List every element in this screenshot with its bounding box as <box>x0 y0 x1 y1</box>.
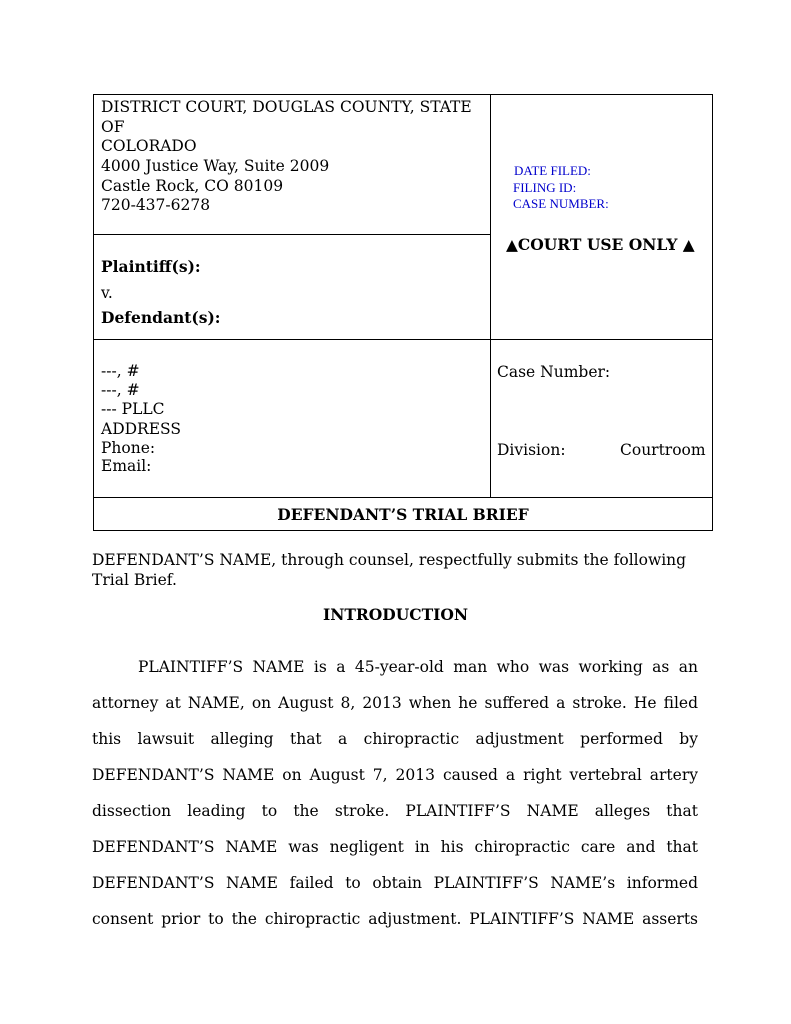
introduction-line: this lawsuit alleging that a chiropractic adjustment performed by <box>92 730 698 748</box>
defendant-label: Defendant(s): <box>101 308 221 327</box>
court-address: 4000 Justice Way, Suite 2009 <box>101 157 330 175</box>
caption-table <box>93 94 713 531</box>
court-name-line1: DISTRICT COURT, DOUGLAS COUNTY, STATE <box>101 98 472 116</box>
counsel-firm: --- PLLC <box>101 400 165 418</box>
opening-line1: DEFENDANT’S NAME, through counsel, respectfully submits the following <box>92 551 687 569</box>
introduction-heading: INTRODUCTION <box>322 605 469 624</box>
counsel-line1: ---, # <box>101 362 140 380</box>
caption-divider-title <box>94 497 712 498</box>
court-use-only: ▲COURT USE ONLY ▲ <box>506 235 695 254</box>
introduction-line: PLAINTIFF’S NAME is a 45-year-old man who was working as an <box>138 658 698 676</box>
caption-column-divider <box>490 95 491 497</box>
counsel-line2: ---, # <box>101 381 140 399</box>
introduction-line: attorney at NAME, on August 8, 2013 when he suffered a stroke. He filed <box>92 694 698 712</box>
case-number-label: Case Number: <box>497 363 611 381</box>
introduction-line: DEFENDANT’S NAME failed to obtain PLAINTIFF’S NAME’s informed <box>92 874 698 892</box>
introduction-line: dissection leading to the stroke. PLAINTIFF’S NAME alleges that <box>92 802 698 820</box>
caption-divider-parties <box>94 234 491 235</box>
counsel-address: ADDRESS <box>101 420 181 438</box>
courtroom-label: Courtroom <box>620 441 706 459</box>
introduction-body <box>92 649 698 937</box>
plaintiff-label: Plaintiff(s): <box>101 257 201 276</box>
division-label: Division: <box>497 441 566 459</box>
filing-case-number-label: CASE NUMBER: <box>513 196 609 211</box>
court-name-line3: COLORADO <box>101 137 197 155</box>
opening-line2: Trial Brief. <box>92 571 177 589</box>
versus-label: v. <box>101 284 113 302</box>
court-phone: 720-437-6278 <box>101 196 211 214</box>
filing-id-label: FILING ID: <box>513 180 577 195</box>
counsel-email: Email: <box>101 457 152 475</box>
caption-divider-counsel <box>94 339 712 340</box>
counsel-phone: Phone: <box>101 439 156 457</box>
date-filed-label: DATE FILED: <box>514 163 591 178</box>
court-city: Castle Rock, CO 80109 <box>101 177 284 195</box>
document-title: DEFENDANT’S TRIAL BRIEF <box>277 505 529 524</box>
introduction-line: DEFENDANT’S NAME on August 7, 2013 caused a right vertebral artery <box>92 766 698 784</box>
introduction-line: DEFENDANT’S NAME was negligent in his chiropractic care and that <box>92 838 698 856</box>
court-name-line2: OF <box>101 118 125 136</box>
introduction-line: consent prior to the chiropractic adjustment. PLAINTIFF’S NAME asserts <box>92 910 698 928</box>
